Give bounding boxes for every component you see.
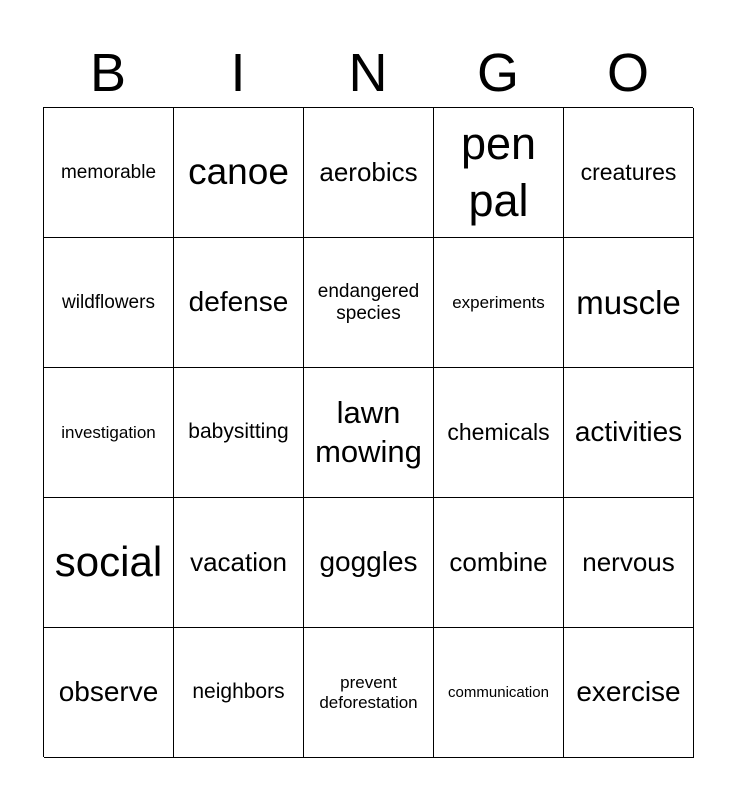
bingo-cell[interactable] [44,238,174,368]
bingo-cell[interactable] [44,628,174,758]
cell-word: defense [188,286,289,318]
header-letter-i: I [230,43,246,103]
header-letter-n: N [348,43,388,103]
header-letter-g: G [476,43,519,103]
cell-word: communication [448,683,549,701]
bingo-cell[interactable] [434,108,564,238]
bingo-cell[interactable] [174,368,304,498]
bingo-header [43,40,693,106]
cell-word: exercise [576,676,681,708]
bingo-cell[interactable] [174,628,304,758]
cell-word: lawn mowing [315,394,422,469]
cell-word: canoe [188,151,289,193]
cell-word: observe [58,676,159,708]
header-letter-o: O [606,43,649,103]
bingo-cell[interactable] [44,498,174,628]
bingo-cell[interactable] [174,498,304,628]
bingo-cell[interactable] [174,238,304,368]
cell-word: vacation [190,546,287,577]
cell-word: aerobics [319,156,418,187]
bingo-cell[interactable] [304,238,434,368]
cell-word: goggles [319,546,418,578]
bingo-cell[interactable] [304,108,434,238]
cell-word: activities [574,416,683,448]
cell-word: prevent deforestation [319,672,418,712]
bingo-board [43,107,693,757]
cell-word: neighbors [192,680,285,704]
cell-word: social [54,538,163,586]
bingo-cell[interactable] [434,498,564,628]
bingo-cell[interactable] [434,628,564,758]
bingo-cell[interactable] [304,498,434,628]
bingo-cell[interactable] [564,108,694,238]
cell-word: investigation [61,422,156,442]
bingo-cell[interactable] [564,498,694,628]
bingo-cell[interactable] [564,368,694,498]
bingo-cell[interactable] [434,368,564,498]
bingo-cell[interactable] [44,108,174,238]
cell-word: nervous [582,546,675,577]
cell-word: wildflowers [62,291,155,313]
cell-word: memorable [60,161,157,183]
bingo-cell[interactable] [174,108,304,238]
cell-word: pen pal [460,118,537,226]
bingo-cell[interactable] [304,628,434,758]
bingo-cell[interactable] [304,368,434,498]
bingo-cell[interactable] [434,238,564,368]
header-letter-b: B [89,43,127,103]
cell-word: combine [449,546,548,577]
cell-word: creatures [580,159,677,186]
cell-word: chemicals [447,419,550,446]
cell-word: muscle [576,283,681,321]
cell-word: experiments [452,292,545,312]
bingo-cell[interactable] [564,628,694,758]
bingo-cell[interactable] [564,238,694,368]
cell-word: babysitting [188,420,289,444]
bingo-cell[interactable] [44,368,174,498]
cell-word: endangered species [317,280,420,324]
